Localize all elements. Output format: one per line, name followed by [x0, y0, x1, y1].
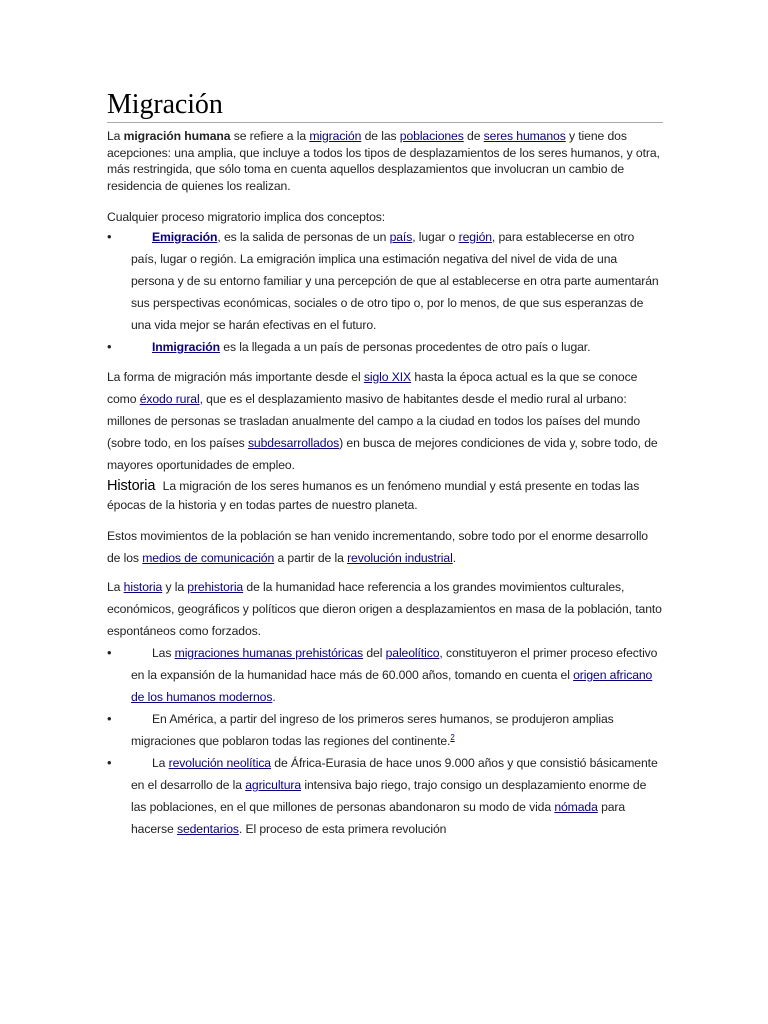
- text: para hacerse: [131, 800, 626, 836]
- text: La migración de los seres humanos es un fenómeno mundial y está presente en todas las épocas de la historia y en todas partes de nuestro planeta.: [107, 479, 640, 512]
- link-region[interactable]: región: [458, 230, 492, 244]
- link-inmigracion[interactable]: Inmigración: [152, 340, 220, 354]
- link-revolucion-neolitica[interactable]: revolución neolítica: [168, 756, 271, 770]
- text: La: [152, 756, 169, 770]
- text: hasta la época actual es la que se conoce como: [107, 370, 638, 406]
- concepts-list-2: [107, 336, 663, 358]
- link-migraciones-prehistoricas[interactable]: migraciones humanas prehistóricas: [174, 646, 364, 660]
- link-pais[interactable]: país: [389, 230, 413, 244]
- history-list-3: [107, 752, 663, 840]
- link-exodo-rural[interactable]: éxodo rural: [139, 392, 200, 406]
- list-item-neolitica: [107, 752, 663, 840]
- link-revolucion-industrial[interactable]: revolución industrial: [347, 551, 453, 565]
- text: del: [363, 646, 386, 660]
- list-item-inmigracion: [107, 336, 663, 358]
- text: ) en busca de mejores condiciones de vida y, sobre todo, de mayores oportunidades de empleo.: [107, 436, 658, 472]
- text: de la humanidad hace referencia a los grandes movimientos culturales, económicos, geográficos y políticos que dieron origen a desplazamientos en masa de la población, tanto espontáneos como forzados.: [107, 580, 662, 638]
- text: .: [272, 690, 276, 704]
- text: , para establecerse en otro país, lugar o región. La emigración implica una estimación negativa del nivel de vida de una persona y de su entorno familiar y una percepción de que al establecerse en otra parte aumentarán sus perspectivas económicas, sociales o de otro tipo o, por lo menos, de que sus esperanzas de una vida mejor se harán efectivas en el futuro.: [131, 230, 659, 332]
- text: , es la salida de personas de un: [217, 230, 390, 244]
- page-title: Migración: [107, 88, 663, 123]
- text: Las: [152, 646, 175, 660]
- history-list-1: [107, 642, 663, 708]
- footnote-link[interactable]: 2: [450, 732, 455, 742]
- text: . El proceso de esta primera revolución: [238, 822, 447, 836]
- text: se refiere a la: [230, 129, 310, 143]
- historia-prehistoria-paragraph: [107, 576, 663, 642]
- text: de: [463, 129, 484, 143]
- text: y tiene dos acepciones: una amplia, que incluye a todos los tipos de desplazamientos de los seres humanos, y otra, más restringida, que sólo toma en cuenta aquellos desplazamientos que involucran un cambio de residencia de quienes los realizan.: [107, 129, 660, 193]
- bullet-icon: •: [107, 229, 112, 244]
- link-agricultura[interactable]: agricultura: [245, 778, 302, 792]
- concepts-paragraph: Cualquier proceso migratorio implica dos conceptos:: [107, 210, 386, 224]
- list-item-america: [107, 708, 663, 752]
- concepts-list: [107, 226, 663, 336]
- text: En América, a partir del ingreso de los primeros seres humanos, se produjeron amplias migraciones que poblaron todas las regiones del continente.: [131, 712, 614, 748]
- text: La: [107, 129, 124, 143]
- bullet-icon: •: [107, 645, 112, 660]
- history-list-2: [107, 708, 663, 752]
- link-migracion[interactable]: migración: [309, 129, 362, 143]
- intro-paragraph: [107, 128, 663, 194]
- text: es la llegada a un país de personas procedentes de otro país o lugar.: [219, 340, 591, 354]
- link-subdesarrollados[interactable]: subdesarrollados: [247, 436, 340, 450]
- bullet-icon: •: [107, 755, 112, 770]
- text: Estos movimientos de la población se han venido incrementando, sobre todo por el enorme desarrollo de los: [107, 529, 648, 565]
- link-nomada[interactable]: nómada: [554, 800, 598, 814]
- forma-paragraph: [107, 366, 663, 476]
- bold-term: migración humana: [123, 129, 231, 143]
- link-paleolitico[interactable]: paleolítico: [385, 646, 440, 660]
- link-seres-humanos[interactable]: seres humanos: [483, 129, 566, 143]
- text: de las: [361, 129, 400, 143]
- bullet-icon: •: [107, 711, 112, 726]
- section-heading-historia: Historia: [107, 478, 156, 494]
- link-sedentarios[interactable]: sedentarios: [176, 822, 239, 836]
- link-siglo-xix[interactable]: siglo XIX: [363, 370, 412, 384]
- link-emigracion[interactable]: Emigración: [152, 230, 218, 244]
- link-origen-africano[interactable]: origen africano de los humanos modernos: [131, 668, 653, 704]
- list-item-prehistoricas: [107, 642, 663, 708]
- text: de África-Eurasia de hace unos 9.000 años y que consistió básicamente en el desarrollo de la: [131, 756, 658, 792]
- text: , lugar o: [412, 230, 459, 244]
- text: intensiva bajo riego, trajo consigo un desplazamiento enorme de las poblaciones, en el que millones de personas abandonaron su modo de vida: [131, 778, 647, 814]
- text: y la: [162, 580, 188, 594]
- historia-paragraph: [107, 477, 663, 515]
- text: a partir de la: [274, 551, 348, 565]
- list-item-emigracion: [107, 226, 663, 336]
- link-poblaciones[interactable]: poblaciones: [399, 129, 464, 143]
- text: , que es el desplazamiento masivo de habitantes desde el medio rural al urbano: millones de personas se trasladan anualmente del campo a la ciudad en todos los países del mundo (sobre todo, en los países: [107, 392, 641, 450]
- link-prehistoria[interactable]: prehistoria: [187, 580, 244, 594]
- estos-paragraph: [107, 525, 663, 569]
- link-medios-de-comunicacion[interactable]: medios de comunicación: [142, 551, 275, 565]
- link-historia[interactable]: historia: [123, 580, 163, 594]
- text: , constituyeron el primer proceso efectivo en la expansión de la humanidad hace más de 60.000 años, tomando en cuenta el: [131, 646, 658, 682]
- text: La: [107, 580, 124, 594]
- article-body: [107, 88, 663, 840]
- text: La forma de migración más importante desde el: [107, 370, 364, 384]
- text: .: [452, 551, 456, 565]
- bullet-icon: •: [107, 339, 112, 354]
